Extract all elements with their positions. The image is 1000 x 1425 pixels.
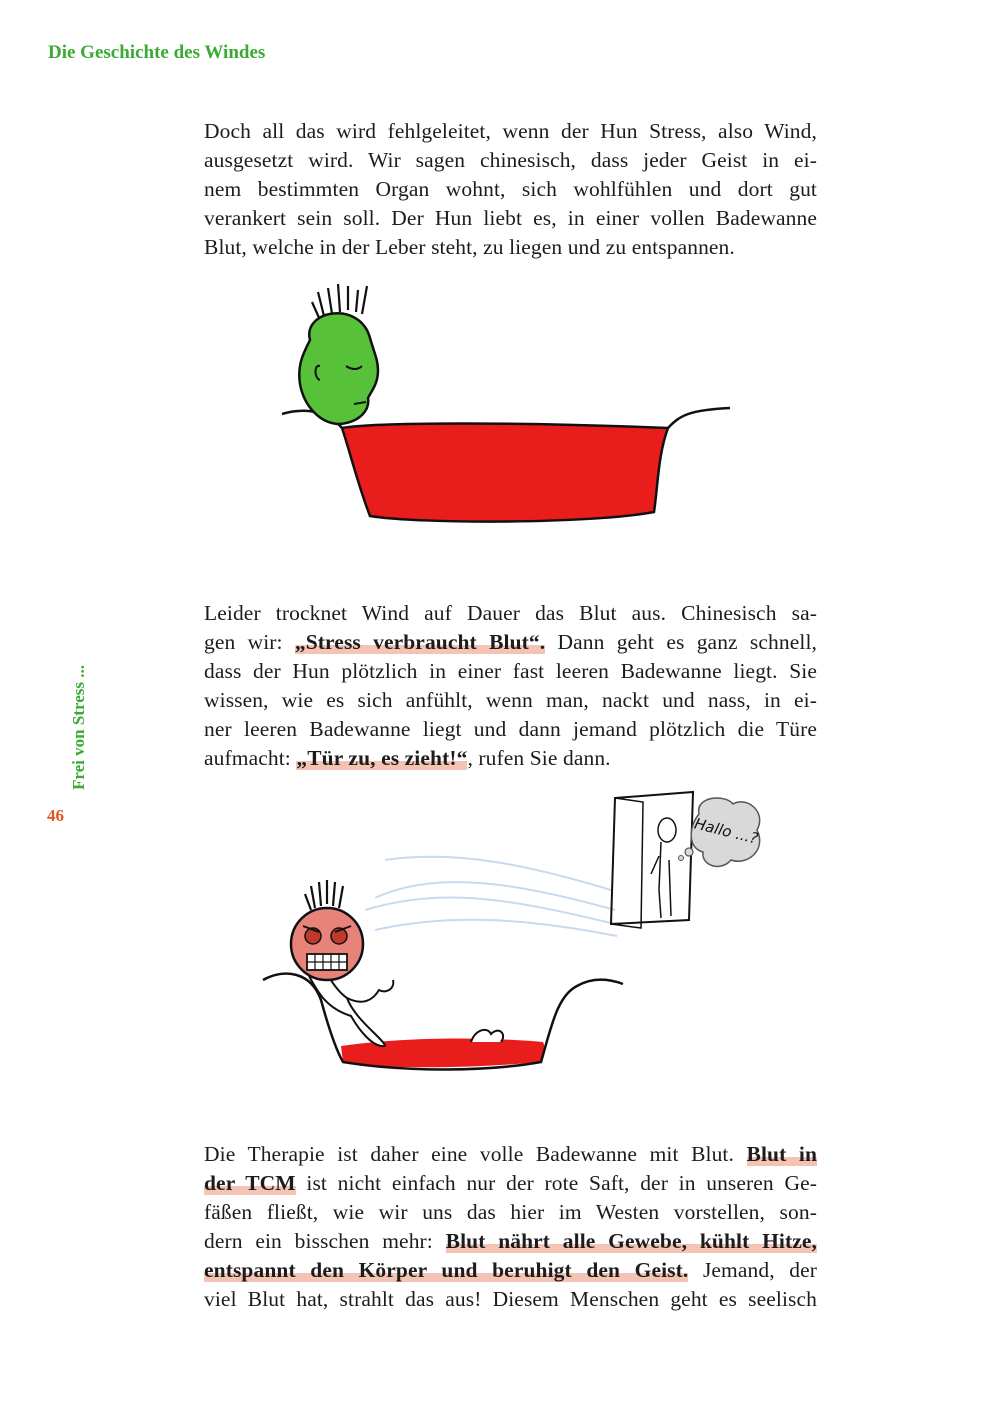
highlight-blut-naehrt: Blut nährt alle Gewebe, kühlt Hitze,: [445, 1229, 817, 1253]
text-line: Leider trocknet Wind auf Dauer das Blut aus. Chinesisch sa-: [204, 601, 817, 625]
text-line: [204, 1256, 817, 1285]
text-line: [204, 628, 817, 657]
thought-bubble-text: Hallo ...?: [692, 814, 760, 848]
text-line: [204, 1140, 817, 1169]
highlight-der-tcm: der TCM: [204, 1171, 296, 1195]
illustration-full-bathtub: [270, 280, 740, 530]
text-span: , rufen Sie dann.: [467, 746, 611, 770]
text-line: ner leeren Badewanne liegt und dann jemand plötzlich die Türe: [204, 717, 817, 741]
text-span: Jemand, der: [688, 1258, 818, 1282]
highlight-quote-stress: „Stress verbraucht Blut“.: [294, 630, 546, 654]
text-span: Dann geht es ganz schnell,: [545, 630, 818, 654]
highlight-quote-door: „Tür zu, es zieht!“: [296, 746, 468, 770]
text-line: dass der Hun plötzlich in einer fast leeren Badewanne liegt. Sie: [204, 659, 817, 683]
text-line: wissen, wie es sich anfühlt, wenn man, nackt und nass, in ei-: [204, 688, 817, 712]
text-line: ausgesetzt wird. Wir sagen chinesisch, dass jeder Geist in ei-: [204, 148, 817, 172]
text-line: [204, 1169, 817, 1198]
page-number: 46: [47, 806, 64, 825]
text-line: Blut, welche in der Leber steht, zu liegen und zu entspannen.: [204, 235, 735, 259]
text-line: nem bestimmten Organ wohnt, sich wohlfühlen und dort gut: [204, 177, 817, 201]
highlight-blut-in: Blut in: [746, 1142, 818, 1166]
wind-draft-lines: [365, 857, 617, 936]
text-line: verankert sein soll. Der Hun liebt es, in einer vollen Badewanne: [204, 206, 817, 230]
bathtub-full: [282, 408, 730, 522]
text-span: gen wir:: [204, 630, 295, 654]
text-span: aufmacht:: [204, 746, 297, 770]
running-head: Die Geschichte des Windes: [48, 42, 266, 63]
highlight-entspannt: entspannt den Körper und beruhigt den Geist.: [204, 1258, 689, 1282]
paragraph-intro: [204, 117, 817, 262]
thought-bubble: [679, 798, 760, 866]
angry-hun: [291, 880, 503, 1046]
text-line: fäßen fließt, wie wir uns das hier im Westen vorstellen, son-: [204, 1200, 817, 1224]
illustration-empty-bathtub: [255, 790, 775, 1090]
text-line: [204, 1227, 817, 1256]
text-span: ist nicht einfach nur der rote Saft, der in unseren Ge-: [295, 1171, 817, 1195]
text-span: dern ein bisschen mehr:: [204, 1229, 446, 1253]
side-book-title: Frei von Stress ...: [69, 665, 88, 790]
text-line: Doch all das wird fehlgeleitet, wenn der Hun Stress, also Wind,: [204, 119, 817, 143]
hun-head-green: [299, 284, 378, 424]
text-span: Die Therapie ist daher eine volle Badewanne mit Blut.: [204, 1142, 747, 1166]
text-line: viel Blut hat, strahlt das aus! Diesem Menschen geht es seelisch: [204, 1287, 817, 1311]
paragraph-therapy: [204, 1140, 817, 1314]
text-line: [204, 744, 817, 773]
paragraph-wind: [204, 599, 817, 773]
